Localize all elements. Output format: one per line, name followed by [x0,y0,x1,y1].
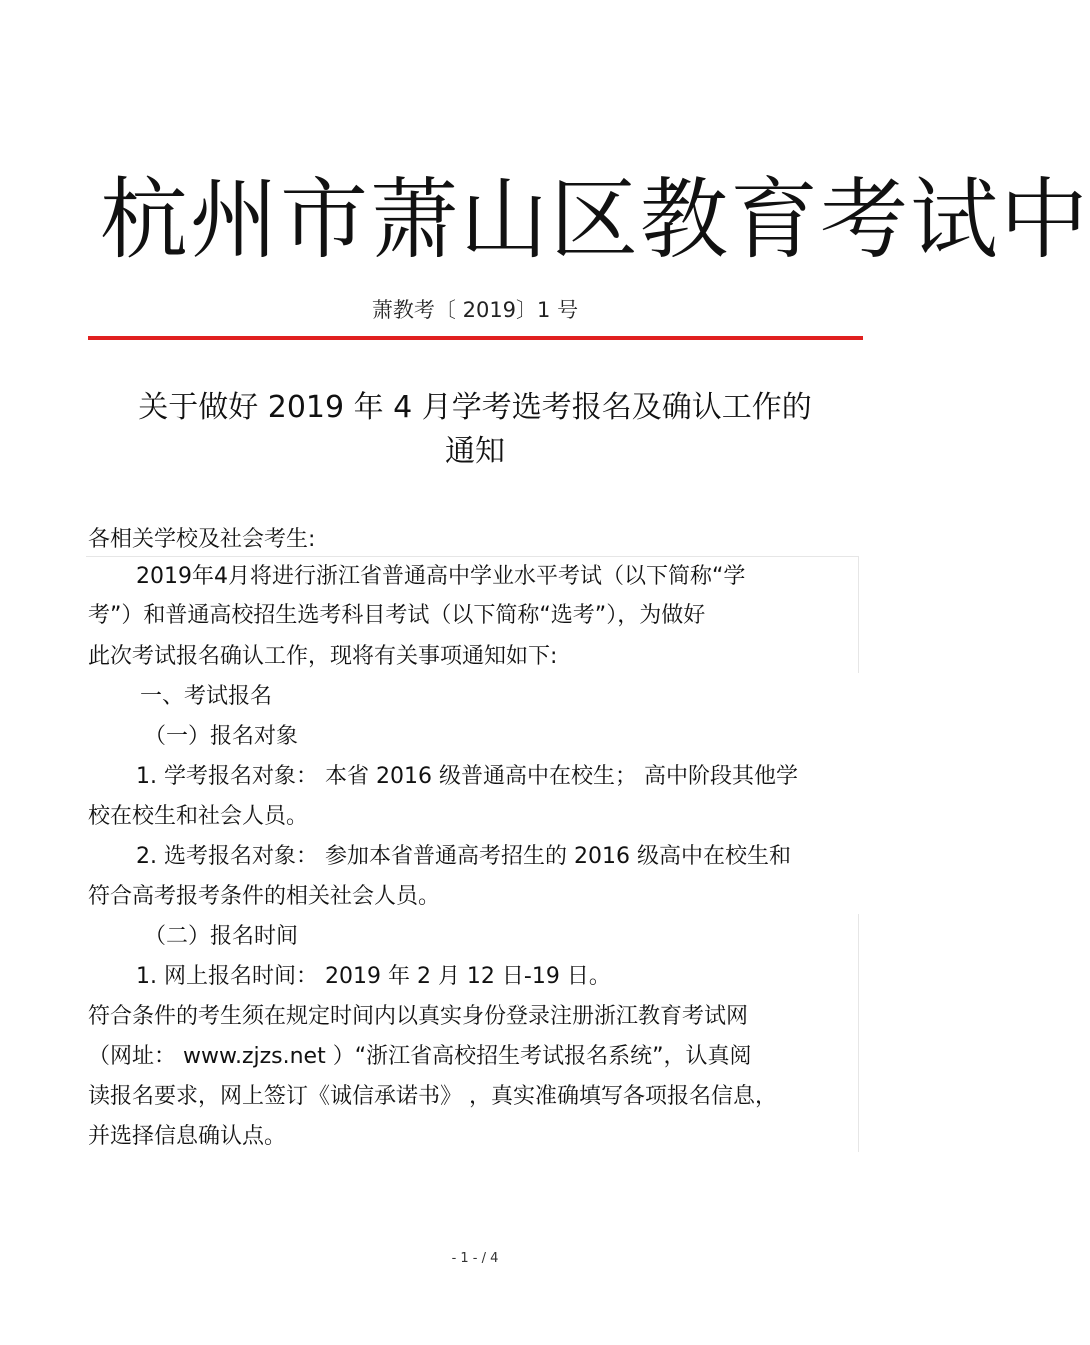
notice-title-line-1: 关于做好 2019 年 4 月学考选考报名及确认工作的 [138,390,812,425]
section-heading: 一、考试报名 [140,684,273,709]
body-line: （网址： www.zjzs.net ）“浙江省高校招生考试报名系统”，认真阅 [88,1044,752,1069]
body-line: 1. 网上报名时间： 2019 年 2 月 12 日-19 日。 [136,964,611,989]
body-line: 2019年4月将进行浙江省普通高中学业水平考试（以下简称“学 [136,564,746,589]
body-line: 考”）和普通高校招生选考科目考试（以下简称“选考”），为做好 [88,603,706,628]
organization-title: 杭州市萧山区教育考试中 [100,168,1090,271]
red-header-rule [88,336,863,340]
body-line: 校在校生和社会人员。 [88,804,309,829]
body-line: 2. 选考报名对象： 参加本省普通高考招生的 2016 级高中在校生和 [136,844,791,869]
body-line: 符合条件的考生须在规定时间内以真实身份登录注册浙江教育考试网 [88,1004,749,1029]
body-line: 并选择信息确认点。 [88,1124,287,1149]
body-line: 1. 学考报名对象： 本省 2016 级普通高中在校生； 高中阶段其他学 [136,764,798,789]
subsection-heading: （一）报名对象 [144,724,299,749]
body-line: 读报名要求，网上签订《诚信承诺书》 ，真实准确填写各项报名信息， [88,1084,777,1109]
notice-title-line-2: 通知 [445,434,505,469]
body-line: 符合高考报考条件的相关社会人员。 [88,884,441,909]
body-line: 此次考试报名确认工作，现将有关事项通知如下: [88,644,558,669]
salutation: 各相关学校及社会考生: [88,527,316,552]
document-number: 萧教考〔 2019〕1 号 [371,298,579,322]
notice-title [60,386,890,474]
page-indicator: - 1 - / 4 [451,1251,499,1266]
subsection-heading: （二）报名时间 [144,924,299,949]
